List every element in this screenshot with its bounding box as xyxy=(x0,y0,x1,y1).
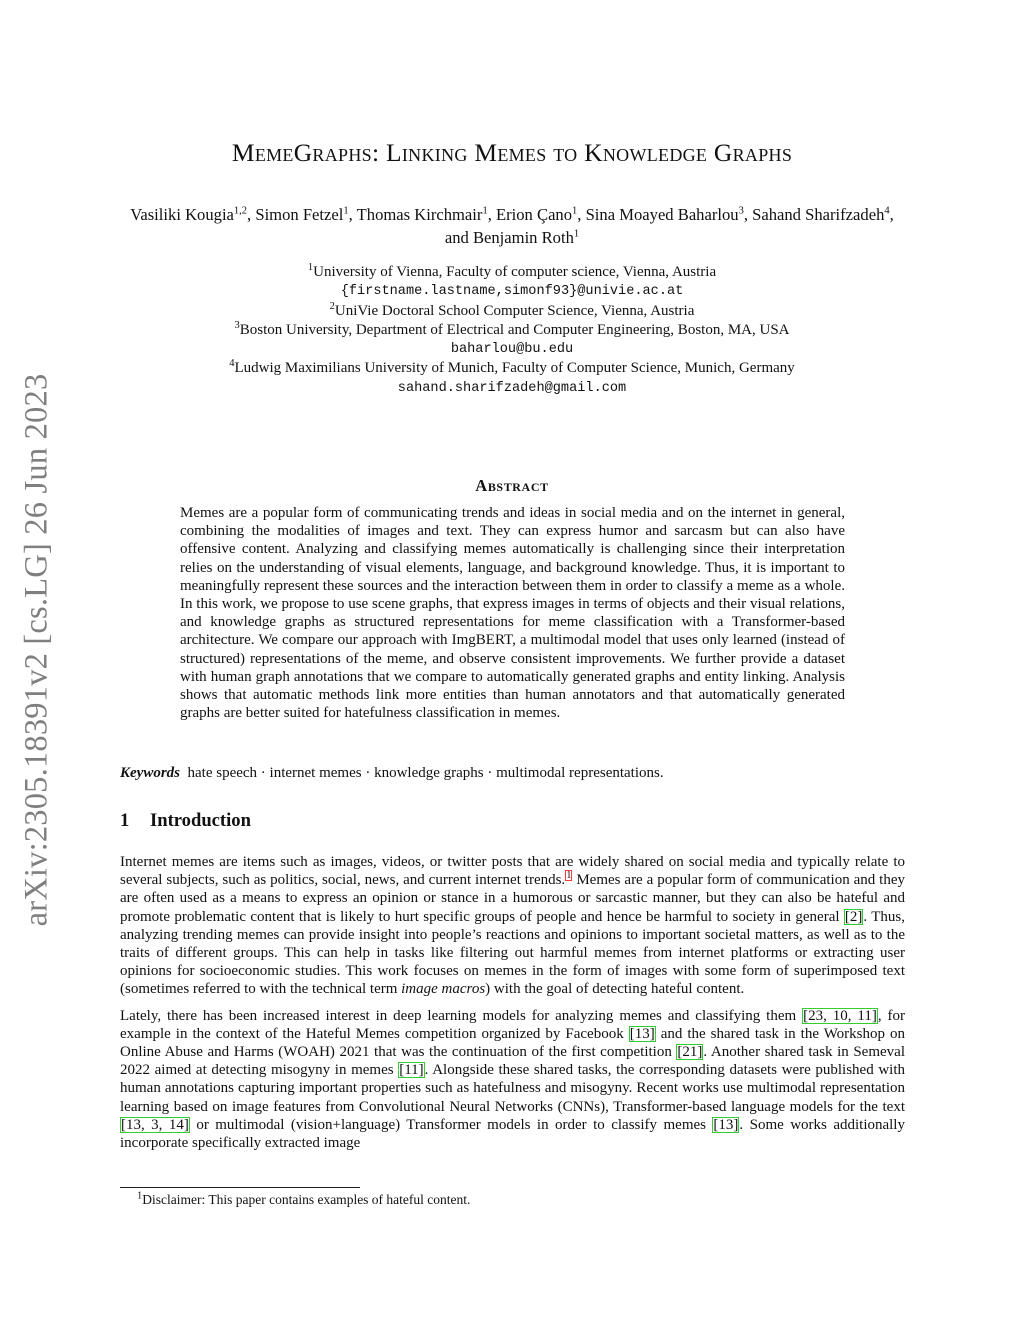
citation-link[interactable]: [13] xyxy=(713,1116,739,1133)
affiliation-text: Ludwig Maximilians University of Munich, Faculty of Computer Science, Munich, Germany xyxy=(234,360,795,377)
paragraph xyxy=(120,1007,905,1153)
paragraph-text: . Alongside these shared tasks, the corresponding datasets were published with human annotations capturing important properties such as hatefulness and misogyny. Recent works use multimodal representation learning based on image features from Convolutional Neural Networks (CNNs), Transformer-based language models for the text xyxy=(120,1062,906,1115)
section-number: 1 xyxy=(120,810,130,831)
affiliation-text: University of Vienna, Faculty of computer science, Vienna, Austria xyxy=(313,264,717,280)
keywords-label: Keywords xyxy=(120,765,180,781)
author-affiliation-mark: 1 xyxy=(573,228,580,240)
author-name: , Simon Fetzel xyxy=(247,205,344,224)
author-affiliation-mark: 1,2 xyxy=(233,205,248,217)
affiliation-3 xyxy=(0,321,1024,340)
introduction-body xyxy=(120,853,905,1160)
citation-link[interactable]: [11] xyxy=(399,1062,424,1079)
affiliation-mark: 1 xyxy=(307,262,314,273)
affiliation-text: Boston University, Department of Electrical and Computer Engineering, Boston, MA, USA xyxy=(239,321,790,338)
footnote-mark: 1 xyxy=(137,1190,143,1202)
arxiv-sidebar-stamp[interactable]: arXiv:2305.18391v2 [cs.LG] 26 Jun 2023 xyxy=(18,373,55,927)
author-affiliation-mark: 4 xyxy=(884,205,890,217)
keywords-line xyxy=(120,764,904,782)
footnote-link[interactable]: 1 xyxy=(566,870,572,882)
affiliation-mark: 4 xyxy=(229,358,235,370)
affiliation-1-email[interactable]: {firstname.lastname,simonf93}@univie.ac.at xyxy=(340,284,684,300)
paragraph-text: . Some works additionally incorporate specifically extracted image xyxy=(120,1116,905,1152)
affiliation-1 xyxy=(0,263,1024,282)
section-title: Introduction xyxy=(150,810,251,831)
paragraph xyxy=(120,853,905,999)
footnote-divider xyxy=(120,1187,360,1188)
emphasis-text: image macros xyxy=(401,981,486,998)
citation-link[interactable]: [2] xyxy=(844,908,863,925)
keywords-text: hate speech · internet memes · knowledge graphs · multimodal representations. xyxy=(187,765,664,781)
affiliation-text: UniVie Doctoral School Computer Science, Vienna, Austria xyxy=(334,302,695,319)
section-heading-introduction xyxy=(120,810,251,832)
footnote-text: Disclaimer: This paper contains examples of hateful content. xyxy=(142,1192,471,1207)
paragraph-text: Memes are a popular form of communication and they are often used as a means to express an opinion or stance in a humorous or sarcastic manner, but they can also be hateful and promote problematic content that is likely to hurt specific groups of people and hence be harmful to society in general xyxy=(120,872,905,925)
paragraph-text: , for example in the context of the Hateful Memes competition organized by Facebook xyxy=(120,1007,906,1042)
author-affiliation-mark: 1 xyxy=(343,205,349,217)
paper-title: MemeGraphs: Linking Memes to Knowledge Graphs xyxy=(231,138,793,167)
citation-link[interactable]: [23, 10, 11] xyxy=(803,1007,877,1024)
author-name: , Erion Çano xyxy=(487,205,573,224)
author-name: , Sina Moayed Baharlou xyxy=(577,205,739,224)
abstract-text: Memes are a popular form of communicating trends and ideas in social media and on the internet in general, combining the modalities of images and text. They can express humor and sarcasm but can also have offensive content. Analyzing and classifying memes automatically is challenging since their interpretation relies on the understanding of visual elements, language, and background knowledge. Thus, it is important to meaningfully represent these sources and the interaction between them in order to classify a meme as a whole. In this work, we propose to use scene graphs, that express images in terms of objects and their visual relations, and knowledge graphs as structured representations for meme classification with a Transformer-based architecture. We compare our approach with ImgBERT, a multimodal model that uses only learned (instead of structured) representations of the meme, and observe consistent improvements. We further provide a dataset with human graph annotations that we compare to automatically generated graphs and entity linking. Analysis shows that automatic methods link more entities than human annotators and that automatically generated graphs are better suited for hatefulness classification in memes. xyxy=(180,505,845,722)
author-name: Vasiliki Kougia xyxy=(130,205,234,224)
author-affiliation-mark: 1 xyxy=(572,205,578,217)
author-name: , and Benjamin Roth xyxy=(444,205,894,247)
paragraph-text: or multimodal (vision+language) Transformer models in order to classify memes xyxy=(189,1116,713,1133)
affiliation-3-email[interactable]: baharlou@bu.edu xyxy=(450,342,574,358)
paragraph-text: ) with the goal of detecting hateful content. xyxy=(485,981,745,998)
footnote xyxy=(137,1191,470,1208)
paragraph-text: and the shared task in the Workshop on Online Abuse and Harms (WOAH) 2021 that was the continuation of the first competition xyxy=(120,1025,905,1061)
affiliation-2 xyxy=(0,302,1024,321)
author-list xyxy=(120,203,904,249)
author-name: , Sahand Sharifzadeh xyxy=(743,205,885,224)
citation-link[interactable]: [13] xyxy=(629,1025,655,1042)
affiliation-mark: 2 xyxy=(329,300,335,312)
paragraph-text: Lately, there has been increased interest in deep learning models for analyzing memes and classifying them xyxy=(120,1007,803,1024)
paragraph-text: . Thus, analyzing trending memes can provide insight into people’s reactions and opinions to important societal matters, as well as to the traits of different groups. This can help in tasks like filtering out harmful memes from internet platforms or extracting user opinions for socioeconomic studies. This work focuses on memes in the form of images with some form of superimposed text (sometimes referred to with the technical term xyxy=(120,908,905,998)
citation-link[interactable]: [21] xyxy=(677,1044,703,1061)
affiliation-mark: 3 xyxy=(234,319,240,331)
affiliation-4 xyxy=(0,359,1024,378)
citation-link[interactable]: [13, 3, 14] xyxy=(121,1116,189,1133)
author-affiliation-mark: 1 xyxy=(482,205,488,217)
affiliation-4-email[interactable]: sahand.sharifzadeh@gmail.com xyxy=(397,380,627,396)
paragraph-text: . Another shared task in Semeval 2022 aimed at detecting misogyny in memes xyxy=(120,1044,905,1079)
affiliation-list xyxy=(0,263,1024,398)
author-name: , Thomas Kirchmair xyxy=(348,205,483,224)
paragraph-text: Internet memes are items such as images, videos, or twitter posts that are widely shared on social media and typically relate to several subjects, such as politics, social, news, and current internet trends. xyxy=(120,854,905,889)
author-affiliation-mark: 3 xyxy=(738,205,744,217)
abstract-heading: Abstract xyxy=(475,476,549,495)
